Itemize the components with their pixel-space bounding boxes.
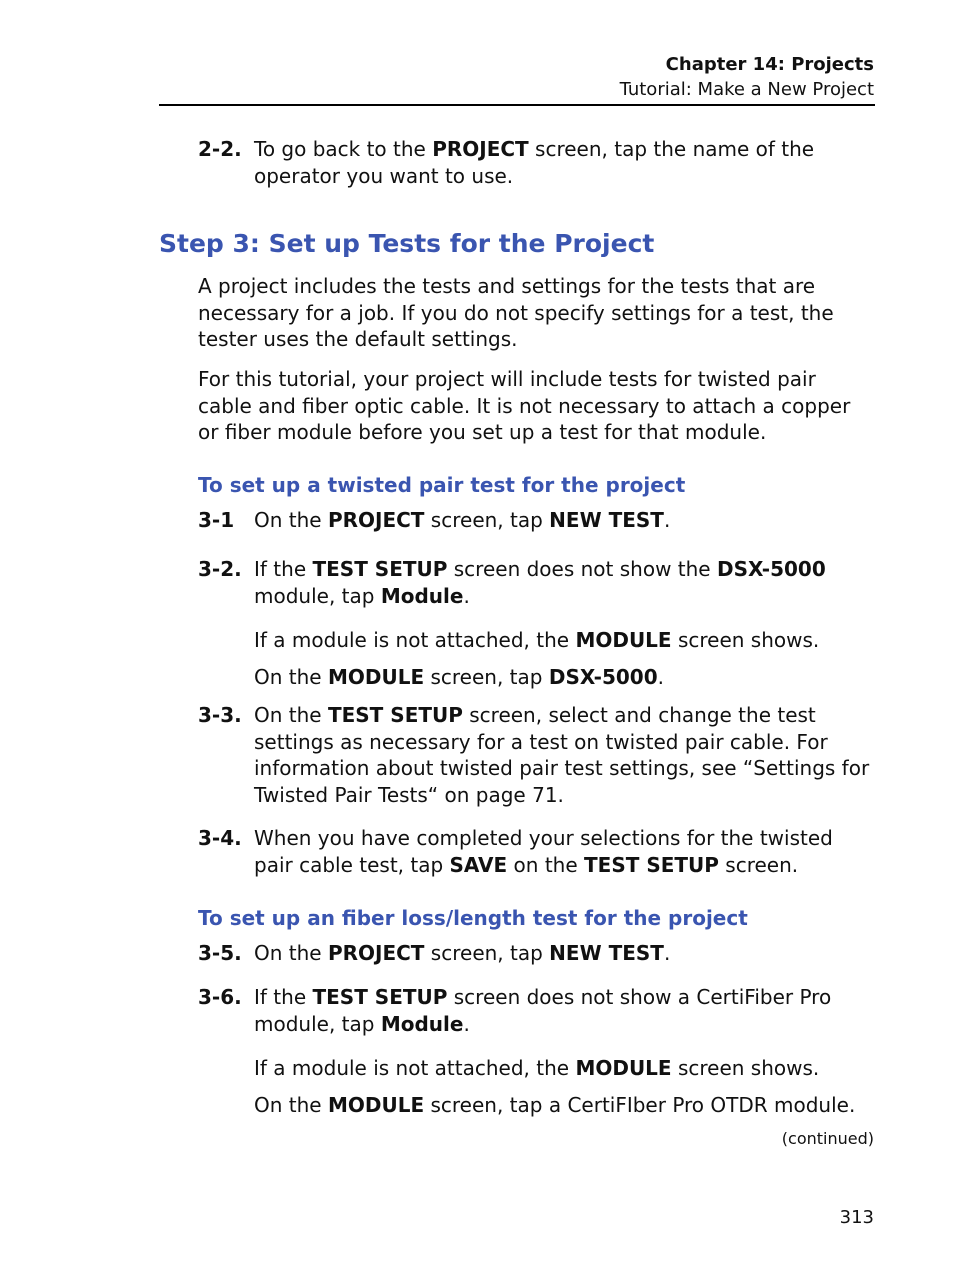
step-text: If the TEST SETUP screen does not show the DSX-5000 module, tap Module. xyxy=(254,557,826,608)
step-text: On the PROJECT screen, tap NEW TEST. xyxy=(254,508,671,532)
step-number: 3-6. xyxy=(198,985,242,1009)
paragraph: For this tutorial, your project will include tests for twisted pair cable and fiber optic cable. It is not necessary to attach a copper or fiber module before you set up a test for that module. xyxy=(198,367,851,444)
step-text: To go back to the PROJECT screen, tap the name of the operator you want to use. xyxy=(254,137,815,188)
step-number: 2-2. xyxy=(198,137,242,161)
continued-note: (continued) xyxy=(781,1129,874,1148)
step-text: On the PROJECT screen, tap NEW TEST. xyxy=(254,941,671,965)
section-title: Tutorial: Make a New Project xyxy=(619,79,874,100)
paragraph: A project includes the tests and settings for the tests that are necessary for a job. If you do not specify settings for a test, the tester uses the default settings. xyxy=(198,274,834,351)
section-heading: Step 3: Set up Tests for the Project xyxy=(159,229,655,258)
header-rule xyxy=(159,104,875,106)
procedure-heading: To set up an fiber loss/length test for the project xyxy=(198,906,748,930)
step-note: On the MODULE screen, tap a CertiFIber Pro OTDR module. xyxy=(254,1093,856,1117)
step-number: 3-2. xyxy=(198,557,242,581)
step-number: 3-4. xyxy=(198,826,242,850)
procedure-heading: To set up a twisted pair test for the project xyxy=(198,473,686,497)
step-number: 3-3. xyxy=(198,703,242,727)
step-text: On the TEST SETUP screen, select and change the test settings as necessary for a test on twisted pair cable. For information about twisted pair test settings, see “Settings for Twisted Pair Tests“ on page 71. xyxy=(254,703,870,807)
page-number: 313 xyxy=(839,1207,874,1228)
step-number: 3-1 xyxy=(198,508,235,532)
step-number: 3-5. xyxy=(198,941,242,965)
step-note: If a module is not attached, the MODULE screen shows. xyxy=(254,1056,820,1080)
step-note: On the MODULE screen, tap DSX-5000. xyxy=(254,665,664,689)
step-text: When you have completed your selections for the twisted pair cable test, tap SAVE on the TEST SETUP screen. xyxy=(254,826,833,877)
step-text: If the TEST SETUP screen does not show a CertiFiber Pro module, tap Module. xyxy=(254,985,832,1036)
step-note: If a module is not attached, the MODULE screen shows. xyxy=(254,628,820,652)
chapter-title: Chapter 14: Projects xyxy=(665,54,874,75)
